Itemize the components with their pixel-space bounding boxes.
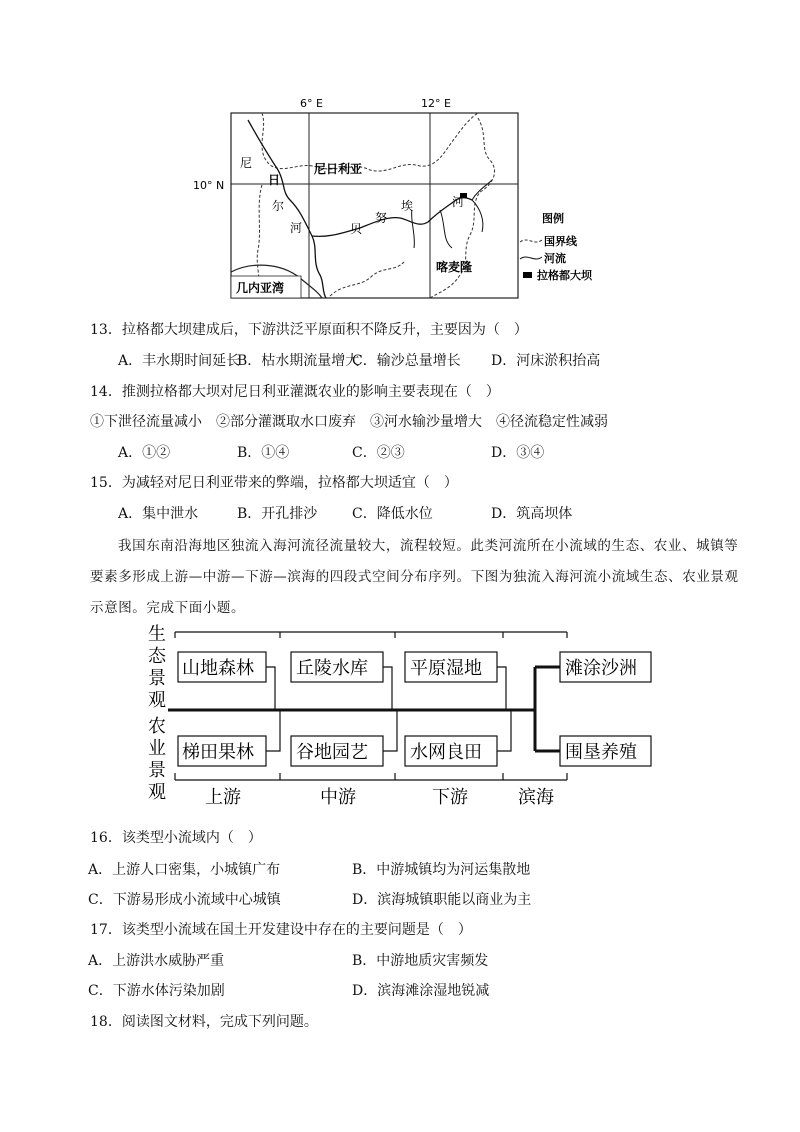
legend-border-symbol (520, 240, 542, 242)
lat-10n-label: 10° N (193, 179, 225, 192)
q17-option-c[interactable]: C．下游水体污染加剧 (88, 983, 225, 999)
landscape-diagram (0, 620, 800, 820)
q18-stem: 18．阅读图文材料，完成下列问题。 (90, 1014, 318, 1030)
zone-upper: 上游 (205, 787, 241, 808)
coast-border (330, 262, 404, 296)
zone-middle: 中游 (320, 787, 356, 808)
q14-stem: 14．推测拉格都大坝对尼日利亚灌溉农业的影响主要表现在（ ） (90, 384, 500, 400)
label-he: 河 (290, 221, 303, 235)
q16-option-d[interactable]: D．滨海城镇职能以商业为主 (352, 892, 532, 908)
q14-option-c[interactable]: C．②③ (352, 445, 405, 461)
q16-stem: 16．该类型小流域内（ ） (90, 830, 262, 846)
conn-3-bot (497, 710, 511, 751)
label-cameroon: 喀麦隆 (436, 260, 473, 274)
lon-12e-label: 12° E (421, 97, 451, 110)
q17-stem: 17．该类型小流域在国土开发建设中存在的主要问题是（ ） (90, 922, 472, 938)
eco-coastal: 滩涂沙洲 (565, 658, 637, 679)
tributary-3 (440, 210, 452, 248)
agri-lower: 水网良田 (410, 742, 482, 763)
q15-option-d[interactable]: D．筑高坝体 (491, 506, 573, 522)
conn-1-top (266, 667, 275, 710)
passage-line-2: 要素多形成上游—中游—下游—滨海的四段式空间分布序列。下图为独流入海河流小流域生态、农业景观 (90, 569, 739, 585)
passage-line-1: 我国东南沿海地区独流入海河流径流量较大，流程较短。此类河流所在小流域的生态、农业、城镇等 (118, 538, 739, 554)
conn-2-bot (383, 710, 397, 751)
q16-option-c[interactable]: C．下游易形成小流域中心城镇 (88, 892, 281, 908)
agri-label-3: 景 (148, 760, 166, 781)
legend-dam-symbol (523, 272, 532, 278)
q15-option-a[interactable]: A．集中泄水 (118, 506, 199, 522)
zone-coastal: 滨海 (518, 787, 554, 808)
eco-label-4: 观 (148, 690, 166, 711)
label-ni: 尼 (240, 156, 253, 170)
border-niger-nigeria (262, 113, 478, 171)
agri-label-2: 业 (148, 738, 166, 759)
label-he2: 河 (452, 195, 465, 209)
label-er: 尔 (272, 199, 285, 213)
q14-option-d[interactable]: D．③④ (491, 445, 545, 461)
q17-option-a[interactable]: A．上游洪水威胁严重 (88, 953, 225, 969)
q15-stem: 15．为减轻对尼日利亚带来的弊端，拉格都大坝适宜（ ） (90, 475, 458, 491)
q13-option-b[interactable]: B．枯水期流量增大 (237, 353, 360, 369)
eco-label-3: 景 (148, 668, 166, 689)
eco-label-2: 态 (148, 646, 166, 667)
legend-title: 图例 (542, 212, 564, 225)
q14-option-b[interactable]: B．①④ (237, 445, 290, 461)
agri-upper: 梯田果林 (182, 742, 254, 763)
legend-river: 河流 (544, 252, 566, 265)
tributary-2 (472, 180, 492, 200)
legend-dam: 拉格都大坝 (537, 269, 592, 282)
eco-middle: 丘陵水库 (296, 658, 368, 679)
label-ri: 日 (268, 173, 281, 187)
conn-2-top (383, 667, 392, 710)
q16-option-b[interactable]: B．中游城镇均为河运集散地 (352, 862, 531, 878)
agri-middle: 谷地园艺 (296, 742, 368, 763)
benue-river (312, 198, 472, 237)
tributary-1 (472, 200, 483, 232)
agri-label-1: 农 (148, 716, 166, 737)
label-nigeria: 尼日利亚 (314, 162, 363, 176)
agri-label-4: 观 (148, 782, 166, 803)
tributary-4 (412, 210, 415, 248)
eco-upper: 山地森林 (182, 658, 254, 679)
niger-benue-map (0, 0, 800, 310)
zone-lower: 下游 (432, 787, 468, 808)
q13-option-c[interactable]: C．输沙总量增长 (352, 353, 461, 369)
eco-lower: 平原湿地 (410, 658, 482, 679)
q14-items: ①下泄径流量减小 ②部分灌溉取水口废弃 ③河水输沙量增大 ④径流稳定性减弱 (90, 414, 608, 430)
q13-option-d[interactable]: D．河床淤积抬高 (491, 353, 601, 369)
q14-option-a[interactable]: A．①② (118, 445, 171, 461)
q13-stem: 13．拉格都大坝建成后，下游洪泛平原面积不降反升，主要因为（ ） (90, 322, 528, 338)
q15-option-c[interactable]: C．降低水位 (352, 506, 433, 522)
conn-3-top (497, 667, 506, 710)
passage-line-3: 示意图。完成下面小题。 (90, 600, 246, 616)
lon-6e-label: 6° E (300, 97, 323, 110)
q17-option-d[interactable]: D．滨海滩涂湿地锐减 (352, 983, 490, 999)
q16-option-a[interactable]: A．上游人口密集，小城镇广布 (88, 862, 281, 878)
q15-option-b[interactable]: B．开孔排沙 (237, 506, 318, 522)
eco-label-1: 生 (148, 624, 166, 645)
q13-option-a[interactable]: A．丰水期时间延长 (118, 353, 241, 369)
legend-river-symbol (520, 257, 542, 259)
conn-1-bot (266, 710, 280, 751)
agri-coastal: 围垦养殖 (565, 742, 637, 763)
niger-river (248, 120, 326, 298)
legend-border: 国界线 (544, 235, 577, 248)
label-bei: 贝 (350, 222, 363, 236)
label-ai: 埃 (401, 199, 414, 213)
label-nu: 努 (375, 211, 388, 225)
label-gulf: 几内亚湾 (236, 281, 285, 295)
q17-option-b[interactable]: B．中游地质灾害频发 (352, 953, 489, 969)
